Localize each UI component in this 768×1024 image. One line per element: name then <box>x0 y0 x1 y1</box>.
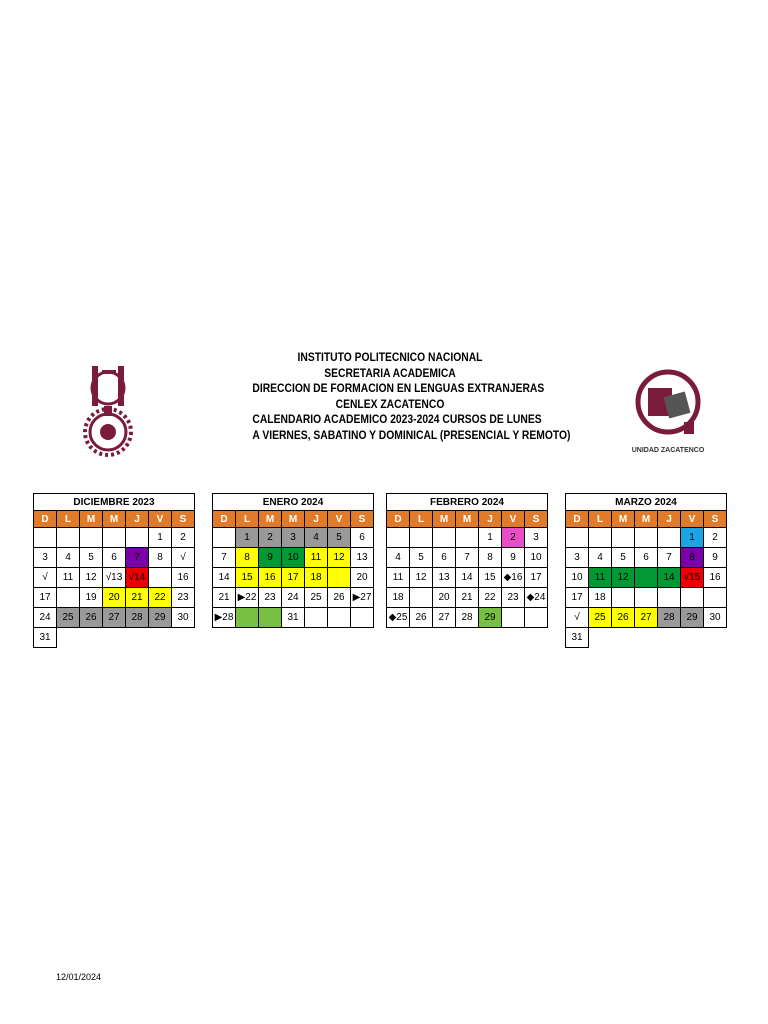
day-cell: 31 <box>566 628 589 648</box>
month-table <box>565 493 727 648</box>
day-cell <box>305 608 328 628</box>
day-cell: 2 <box>502 528 525 548</box>
header-line-4: CENLEX ZACATENCO <box>335 396 445 411</box>
week-row <box>213 548 374 568</box>
day-cell: 29 <box>149 608 172 628</box>
day-cell: 11 <box>387 568 410 588</box>
day-cell <box>635 588 658 608</box>
day-cell: 16 <box>172 568 195 588</box>
day-cell <box>57 528 80 548</box>
day-cell: 2 <box>704 528 727 548</box>
week-row <box>213 568 374 588</box>
day-cell: 4 <box>589 548 612 568</box>
day-cell: 28 <box>456 608 479 628</box>
month-title: FEBRERO 2024 <box>387 494 548 511</box>
day-cell: 24 <box>34 608 57 628</box>
week-row <box>566 628 727 648</box>
day-header: D <box>34 511 57 528</box>
day-cell: 11 <box>57 568 80 588</box>
day-cell: 15 <box>236 568 259 588</box>
day-cell: 3 <box>34 548 57 568</box>
day-cell <box>566 528 589 548</box>
day-cell: 18 <box>387 588 410 608</box>
day-cell: 10 <box>566 568 589 588</box>
week-row <box>34 608 195 628</box>
month-calendar <box>565 493 727 648</box>
day-cell: 31 <box>34 628 57 648</box>
day-header: M <box>456 511 479 528</box>
day-cell: 15 <box>479 568 502 588</box>
day-cell <box>80 528 103 548</box>
day-cell: 18 <box>589 588 612 608</box>
day-cell: 2 <box>259 528 282 548</box>
day-header: D <box>213 511 236 528</box>
day-cell: √15 <box>681 568 704 588</box>
day-header: L <box>410 511 433 528</box>
day-cell <box>103 528 126 548</box>
day-cell: 13 <box>433 568 456 588</box>
day-cell: 5 <box>410 548 433 568</box>
day-cell: 4 <box>387 548 410 568</box>
day-cell: 12 <box>80 568 103 588</box>
day-cell: 6 <box>635 548 658 568</box>
day-cell: 1 <box>149 528 172 548</box>
day-cell <box>658 528 681 548</box>
week-row <box>213 608 374 628</box>
day-cell: 31 <box>282 608 305 628</box>
day-cell <box>259 608 282 628</box>
day-cell <box>236 608 259 628</box>
day-cell: 19 <box>80 588 103 608</box>
day-cell: 28 <box>658 608 681 628</box>
day-cell: 27 <box>635 608 658 628</box>
day-cell: 23 <box>502 588 525 608</box>
day-cell: 3 <box>282 528 305 548</box>
day-cell: 5 <box>328 528 351 548</box>
day-cell: 29 <box>681 608 704 628</box>
week-row <box>34 548 195 568</box>
day-cell <box>502 608 525 628</box>
day-cell: 27 <box>103 608 126 628</box>
day-cell: 25 <box>57 608 80 628</box>
day-header: M <box>80 511 103 528</box>
day-cell: 26 <box>410 608 433 628</box>
day-cell <box>213 528 236 548</box>
month-title: DICIEMBRE 2023 <box>34 494 195 511</box>
document-header <box>252 350 571 443</box>
day-cell: 16 <box>704 568 727 588</box>
day-cell: 23 <box>172 588 195 608</box>
day-cell: 21 <box>213 588 236 608</box>
week-row <box>566 548 727 568</box>
day-cell: 17 <box>34 588 57 608</box>
day-cell: 14 <box>213 568 236 588</box>
day-cell: ◆16 <box>502 568 525 588</box>
day-header: J <box>305 511 328 528</box>
header-line-1: INSTITUTO POLITECNICO NACIONAL <box>297 350 483 364</box>
day-cell: 18 <box>305 568 328 588</box>
month-calendar <box>33 493 195 648</box>
day-cell: 7 <box>456 548 479 568</box>
day-cell: 9 <box>704 548 727 568</box>
day-cell: 3 <box>525 528 548 548</box>
month-calendar <box>212 493 374 628</box>
day-cell: 10 <box>525 548 548 568</box>
day-cell: 26 <box>328 588 351 608</box>
unidad-zacatenco-label: UNIDAD ZACATENCO <box>631 447 705 454</box>
day-cell: 11 <box>305 548 328 568</box>
day-cell: 8 <box>681 548 704 568</box>
day-header: D <box>387 511 410 528</box>
day-cell: 16 <box>259 568 282 588</box>
month-title: ENERO 2024 <box>213 494 374 511</box>
day-cell: √ <box>34 568 57 588</box>
day-cell <box>635 568 658 588</box>
day-cell <box>612 588 635 608</box>
day-cell: 20 <box>351 568 374 588</box>
month-table <box>33 493 195 648</box>
header-line-2: SECRETARIA ACADEMICA <box>324 365 456 380</box>
day-cell: 14 <box>658 568 681 588</box>
day-cell: 30 <box>704 608 727 628</box>
day-header: L <box>236 511 259 528</box>
day-header: S <box>704 511 727 528</box>
day-header: V <box>502 511 525 528</box>
day-cell: 6 <box>433 548 456 568</box>
day-cell: 12 <box>328 548 351 568</box>
day-cell: 27 <box>433 608 456 628</box>
day-cell: ▶28 <box>213 608 236 628</box>
day-cell: ◆25 <box>387 608 410 628</box>
day-header: M <box>103 511 126 528</box>
day-cell: 26 <box>612 608 635 628</box>
day-cell: 29 <box>479 608 502 628</box>
day-cell <box>612 528 635 548</box>
day-cell <box>681 588 704 608</box>
week-row <box>34 628 195 648</box>
day-cell <box>589 528 612 548</box>
day-cell: 17 <box>525 568 548 588</box>
day-cell: 17 <box>282 568 305 588</box>
day-cell: 20 <box>433 588 456 608</box>
month-title: MARZO 2024 <box>566 494 727 511</box>
day-header: M <box>259 511 282 528</box>
day-cell: 13 <box>351 548 374 568</box>
day-header: M <box>282 511 305 528</box>
month-table <box>212 493 374 628</box>
day-cell <box>410 528 433 548</box>
day-cell: 1 <box>681 528 704 548</box>
day-cell: 2 <box>172 528 195 548</box>
day-cell: 8 <box>236 548 259 568</box>
day-cell <box>387 528 410 548</box>
day-cell <box>433 528 456 548</box>
day-cell: 21 <box>126 588 149 608</box>
day-cell: 4 <box>305 528 328 548</box>
ipn-logo <box>82 362 134 458</box>
day-cell: √ <box>566 608 589 628</box>
week-row <box>34 528 195 548</box>
day-cell: 23 <box>259 588 282 608</box>
week-row <box>34 588 195 608</box>
day-header: M <box>635 511 658 528</box>
day-header: M <box>433 511 456 528</box>
day-cell: 7 <box>213 548 236 568</box>
day-header: S <box>525 511 548 528</box>
day-cell: 20 <box>103 588 126 608</box>
day-cell: 8 <box>479 548 502 568</box>
day-cell <box>351 608 374 628</box>
day-cell <box>704 588 727 608</box>
day-header: J <box>126 511 149 528</box>
day-cell: 6 <box>103 548 126 568</box>
day-cell: 3 <box>566 548 589 568</box>
day-cell: 14 <box>456 568 479 588</box>
day-header: V <box>681 511 704 528</box>
day-cell: 25 <box>305 588 328 608</box>
day-cell: 5 <box>80 548 103 568</box>
day-cell: 9 <box>259 548 282 568</box>
day-cell <box>328 608 351 628</box>
week-row <box>387 588 548 608</box>
day-cell: 9 <box>502 548 525 568</box>
day-cell: √ <box>172 548 195 568</box>
day-cell: 7 <box>126 548 149 568</box>
day-header: V <box>328 511 351 528</box>
day-cell: √13 <box>103 568 126 588</box>
week-row <box>566 588 727 608</box>
day-cell: 22 <box>479 588 502 608</box>
day-header: M <box>612 511 635 528</box>
week-row <box>387 548 548 568</box>
day-cell: 11 <box>589 568 612 588</box>
day-cell: 12 <box>410 568 433 588</box>
day-cell: 8 <box>149 548 172 568</box>
day-cell: ▶27 <box>351 588 374 608</box>
week-row <box>387 608 548 628</box>
day-cell <box>410 588 433 608</box>
day-cell: 24 <box>282 588 305 608</box>
day-cell <box>149 568 172 588</box>
week-row <box>387 528 548 548</box>
day-cell: ◆24 <box>525 588 548 608</box>
day-cell: 10 <box>282 548 305 568</box>
day-cell <box>525 608 548 628</box>
cenlex-logo <box>628 364 706 456</box>
day-cell: 21 <box>456 588 479 608</box>
day-header: D <box>566 511 589 528</box>
day-cell: 30 <box>172 608 195 628</box>
week-row <box>387 568 548 588</box>
day-cell: 5 <box>612 548 635 568</box>
day-cell: 22 <box>149 588 172 608</box>
week-row <box>566 608 727 628</box>
day-cell <box>456 528 479 548</box>
day-cell: 1 <box>236 528 259 548</box>
day-cell: 25 <box>589 608 612 628</box>
week-row <box>34 568 195 588</box>
day-cell: 17 <box>566 588 589 608</box>
day-cell: 7 <box>658 548 681 568</box>
day-header: L <box>57 511 80 528</box>
day-cell <box>34 528 57 548</box>
week-row <box>213 528 374 548</box>
day-cell <box>328 568 351 588</box>
day-cell <box>57 588 80 608</box>
footer-date: 12/01/2024 <box>56 972 102 982</box>
day-header: J <box>479 511 502 528</box>
day-cell: 28 <box>126 608 149 628</box>
week-row <box>213 588 374 608</box>
day-cell <box>658 588 681 608</box>
month-table <box>386 493 548 628</box>
day-cell <box>126 528 149 548</box>
day-cell: 26 <box>80 608 103 628</box>
day-header: S <box>172 511 195 528</box>
day-cell <box>635 528 658 548</box>
week-row <box>566 568 727 588</box>
month-calendar <box>386 493 548 628</box>
day-header: V <box>149 511 172 528</box>
header-line-5: CALENDARIO ACADEMICO 2023-2024 CURSOS DE LUNES <box>252 412 542 426</box>
day-cell: 12 <box>612 568 635 588</box>
day-cell: ▶22 <box>236 588 259 608</box>
day-header: S <box>351 511 374 528</box>
day-header: L <box>589 511 612 528</box>
day-cell: √14 <box>126 568 149 588</box>
header-line-3: DIRECCION DE FORMACION EN LENGUAS EXTRANJERAS <box>252 381 545 395</box>
day-header: J <box>658 511 681 528</box>
day-cell: 4 <box>57 548 80 568</box>
week-row <box>566 528 727 548</box>
day-cell: 1 <box>479 528 502 548</box>
header-line-6: A VIERNES, SABATINO Y DOMINICAL (PRESENCIAL Y REMOTO) <box>252 427 571 442</box>
day-cell: 6 <box>351 528 374 548</box>
